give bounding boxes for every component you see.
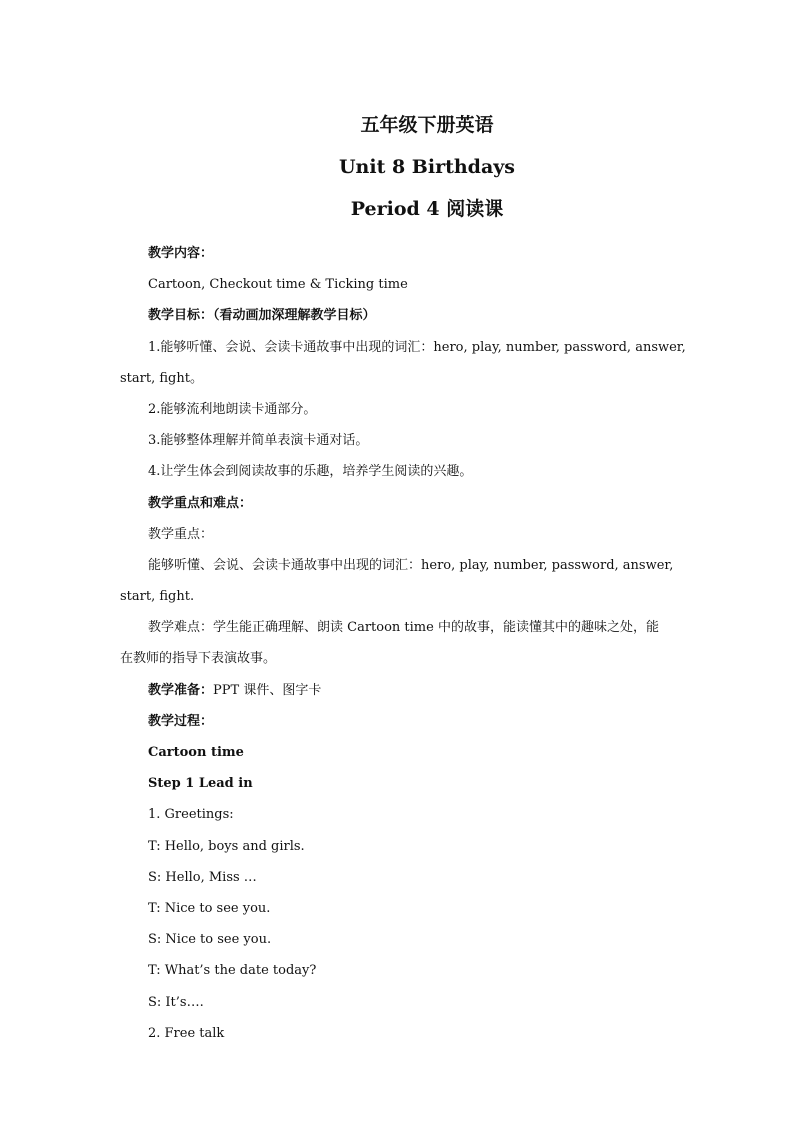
body-line: 3.能够整体理解并简单表演卡通对话。 bbox=[148, 433, 369, 449]
body-line: 教学难点：学生能正确理解、朗读 Cartoon time 中的故事，能读懂其中的趣味之处，能 bbox=[148, 620, 659, 636]
doc-title-unit: Unit 8 Birthdays bbox=[338, 156, 516, 178]
doc-title-grade: 五年级下册英语 bbox=[360, 114, 494, 136]
body-line: 教学重点和难点： bbox=[148, 495, 253, 511]
body-line: 2.能够流利地朗读卡通部分。 bbox=[148, 401, 317, 417]
body-line: T: Nice to see you. bbox=[148, 900, 271, 916]
body-line: 教学目标：（看动画加深理解教学目标） bbox=[148, 308, 376, 324]
document-page bbox=[120, 104, 686, 1049]
body-line: 能够听懂、会说、会读卡通故事中出现的词汇：hero, play, number, password, answer, bbox=[148, 557, 674, 573]
body-line: 1.能够听懂、会说、会读卡通故事中出现的词汇：hero, play, number, password, answer, bbox=[148, 339, 686, 355]
body-line: T: What’s the date today? bbox=[148, 963, 317, 979]
body-line: T: Hello, boys and girls. bbox=[148, 838, 305, 854]
body-line: S: Hello, Miss … bbox=[148, 869, 257, 885]
body-line: 2. Free talk bbox=[148, 1025, 225, 1041]
body-line: 教学内容： bbox=[148, 246, 214, 261]
body-line: 教学重点： bbox=[148, 526, 214, 542]
body-line: start, fight。 bbox=[120, 370, 203, 386]
body-line: 1. Greetings: bbox=[148, 807, 234, 823]
body-line: Step 1 Lead in bbox=[148, 776, 253, 792]
line-lead-label: 教学准备： bbox=[148, 682, 214, 698]
body-line: Cartoon time bbox=[148, 745, 244, 760]
body-line: 教学过程： bbox=[148, 713, 214, 729]
body-line: start, fight. bbox=[120, 589, 195, 605]
body-line: Cartoon, Checkout time & Ticking time bbox=[148, 277, 408, 293]
doc-body bbox=[120, 238, 686, 1049]
body-line bbox=[120, 675, 676, 706]
body-line: S: It’s…. bbox=[148, 994, 204, 1010]
title-spacer bbox=[120, 230, 676, 238]
line-rest-text: PPT 课件、图字卡 bbox=[213, 682, 322, 698]
doc-title-period: Period 4 阅读课 bbox=[350, 198, 504, 220]
body-line: S: Nice to see you. bbox=[148, 932, 272, 948]
body-line: 在教师的指导下表演故事。 bbox=[120, 651, 277, 667]
body-line: 4.让学生体会到阅读故事的乐趣，培养学生阅读的兴趣。 bbox=[148, 464, 473, 480]
